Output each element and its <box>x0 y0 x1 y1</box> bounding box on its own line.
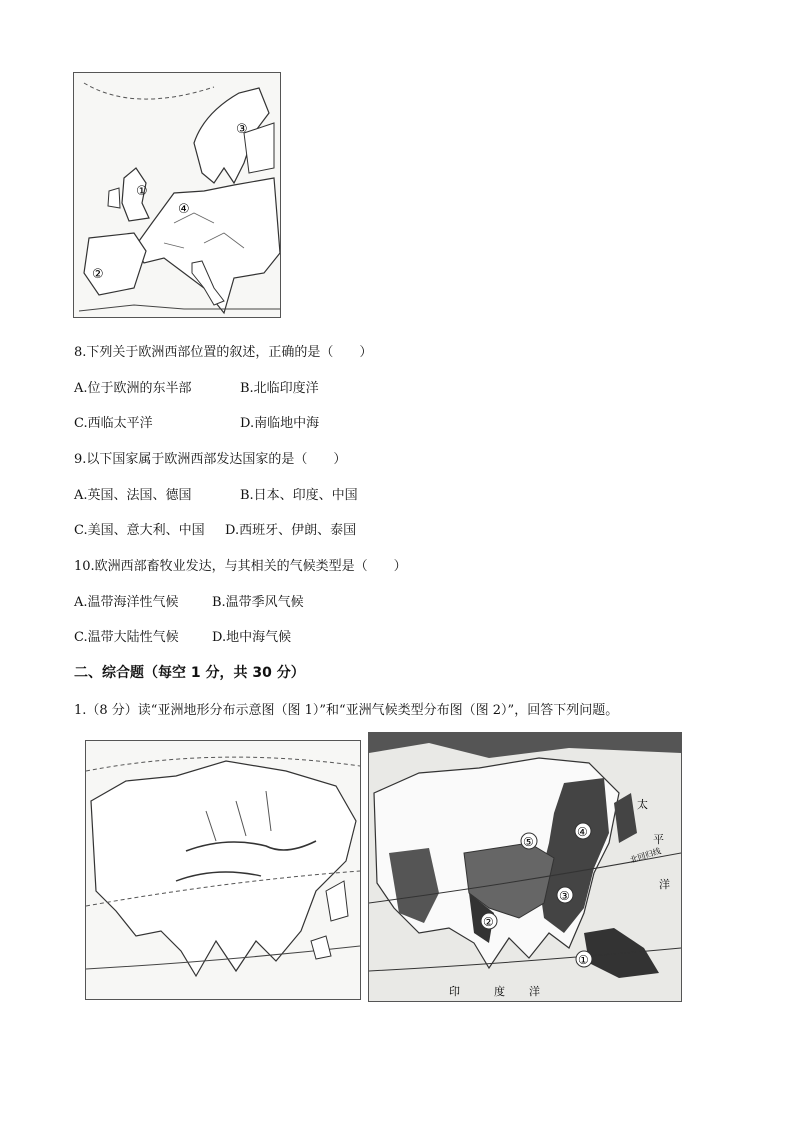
question-10-option-d[interactable]: D.地中海气候 <box>212 630 292 645</box>
label-du: 度 <box>494 985 505 998</box>
europe-map-figure <box>73 72 281 318</box>
climate-marker-3: ③ <box>559 889 570 903</box>
question-8-option-b[interactable]: B.北临印度洋 <box>240 381 319 396</box>
question-9-stem: 9.以下国家属于欧洲西部发达国家的是（ ） <box>74 452 347 467</box>
asia-terrain-map-drawing <box>86 741 360 999</box>
asia-climate-map-figure <box>368 732 682 1002</box>
europe-marker-4: ④ <box>178 202 190 217</box>
question-9-option-c[interactable]: C.美国、意大利、中国 <box>74 523 205 538</box>
question-10-option-a[interactable]: A.温带海洋性气候 <box>74 595 179 610</box>
question-1-stem: 1.（8 分）读“亚洲地形分布示意图（图 1）”和“亚洲气候类型分布图（图 2）”，回答下列问题。 <box>74 703 619 718</box>
question-9-option-a[interactable]: A.英国、法国、德国 <box>74 488 192 503</box>
europe-marker-3: ③ <box>236 122 248 137</box>
question-8-stem: 8.下列关于欧洲西部位置的叙述，正确的是（ ） <box>74 345 373 360</box>
label-yang-pacific: 洋 <box>659 878 670 891</box>
question-10-stem: 10.欧洲西部畜牧业发达，与其相关的气候类型是（ ） <box>74 559 407 574</box>
label-yang-indian: 洋 <box>529 985 540 998</box>
climate-marker-5: ⑤ <box>523 835 534 849</box>
europe-map-drawing <box>74 73 280 317</box>
question-8-option-c[interactable]: C.西临太平洋 <box>74 416 153 431</box>
label-yin: 印 <box>449 985 460 998</box>
question-9-option-d[interactable]: D.西班牙、伊朗、泰国 <box>225 523 357 538</box>
question-9-option-b[interactable]: B.日本、印度、中国 <box>240 488 358 503</box>
label-ping: 平 <box>653 833 664 846</box>
question-8-option-a[interactable]: A.位于欧洲的东半部 <box>74 381 192 396</box>
section-heading: 二、综合题（每空 1 分，共 30 分） <box>74 665 305 681</box>
asia-terrain-map-figure <box>85 740 361 1000</box>
europe-marker-1: ① <box>136 184 148 199</box>
climate-marker-4: ④ <box>577 825 588 839</box>
climate-marker-1: ① <box>578 953 589 967</box>
europe-marker-2: ② <box>92 267 104 282</box>
label-tropic-of-cancer: 北回归线 <box>628 846 663 865</box>
question-10-option-b[interactable]: B.温带季风气候 <box>212 595 304 610</box>
question-10-option-c[interactable]: C.温带大陆性气候 <box>74 630 179 645</box>
label-tai: 太 <box>637 798 648 811</box>
asia-climate-map-drawing <box>369 733 681 1001</box>
question-8-option-d[interactable]: D.南临地中海 <box>240 416 320 431</box>
climate-marker-2: ② <box>483 915 494 929</box>
